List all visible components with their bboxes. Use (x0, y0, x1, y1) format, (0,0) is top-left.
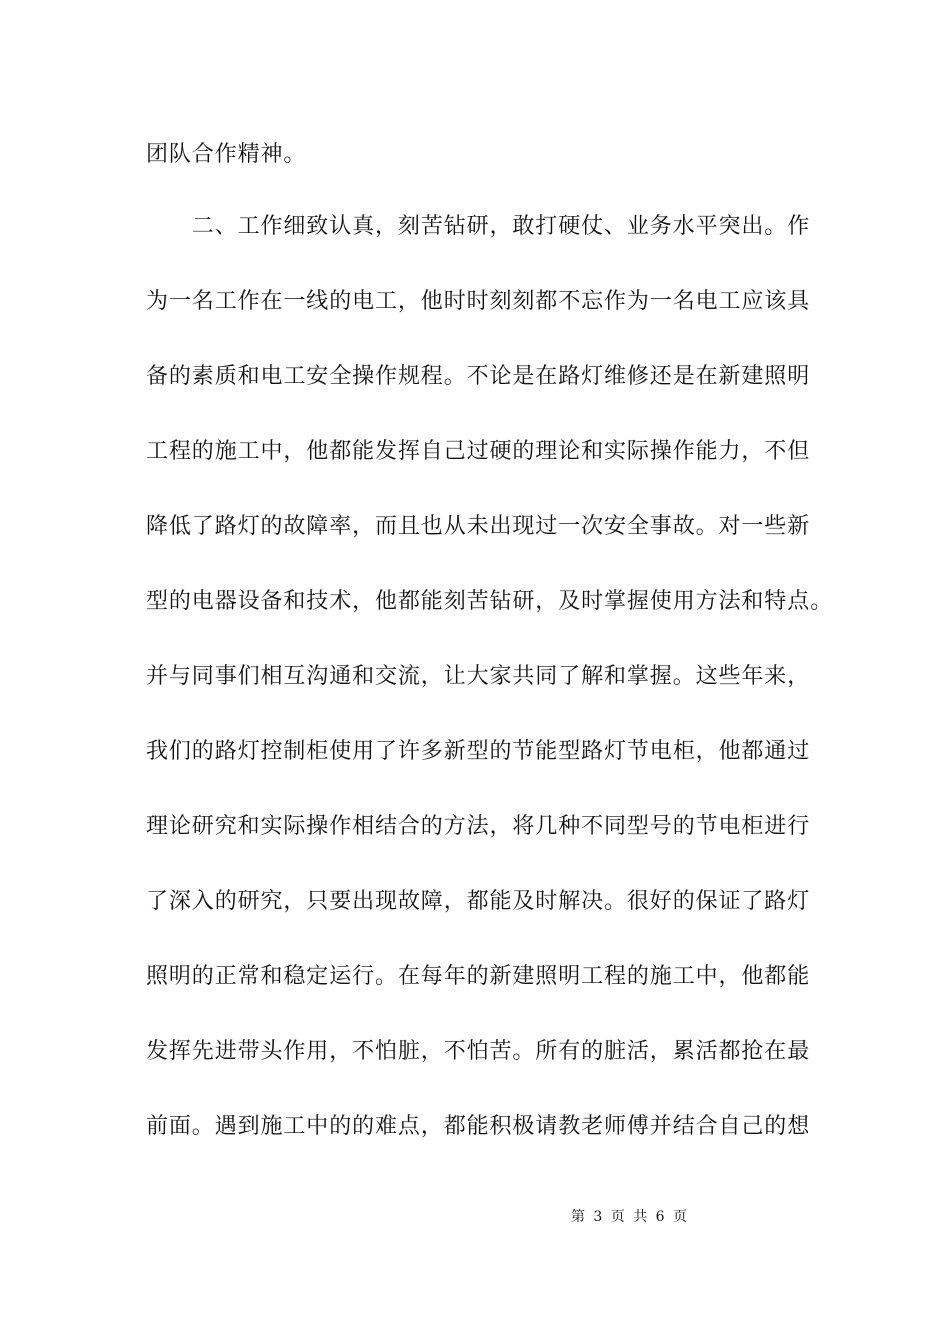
text-line: 照明的正常和稳定运行。在每年的新建照明工程的施工中，他都能 (146, 964, 811, 989)
text-line: 我们的路灯控制柜使用了许多新型的节能型路灯节电柜，他都通过 (146, 739, 811, 764)
text-line: 了深入的研究，只要出现故障，都能及时解决。很好的保证了路灯 (146, 889, 811, 914)
text-line: 并与同事们相互沟通和交流，让大家共同了解和掌握。这些年来， (146, 664, 811, 689)
text-line: 发挥先进带头作用，不怕脏，不怕苦。所有的脏活，累活都抢在最 (146, 1039, 811, 1064)
text-line: 团队合作精神。 (146, 142, 307, 167)
text-line: 为一名工作在一线的电工，他时时刻刻都不忘作为一名电工应该具 (146, 289, 811, 314)
text-line: 备的素质和电工安全操作规程。不论是在路灯维修还是在新建照明 (146, 364, 811, 389)
text-line: 工程的施工中，他都能发挥自己过硬的理论和实际操作能力，不但 (146, 439, 811, 464)
text-line: 降低了路灯的故障率，而且也从未出现过一次安全事故。对一些新 (146, 514, 811, 539)
page-number: 第 3 页 共 6 页 (570, 1209, 690, 1225)
text-line: 理论研究和实际操作相结合的方法，将几种不同型号的节电柜进行 (146, 814, 811, 839)
text-line: 二、工作细致认真，刻苦钻研，敢打硬仗、业务水平突出。作 (146, 214, 811, 239)
text-line: 型的电器设备和技术，他都能刻苦钻研，及时掌握使用方法和特点。 (146, 589, 834, 614)
page-footer (0, 1208, 950, 1226)
text-line: 前面。遇到施工中的的难点，都能积极请教老师傅并结合自己的想 (146, 1114, 811, 1139)
